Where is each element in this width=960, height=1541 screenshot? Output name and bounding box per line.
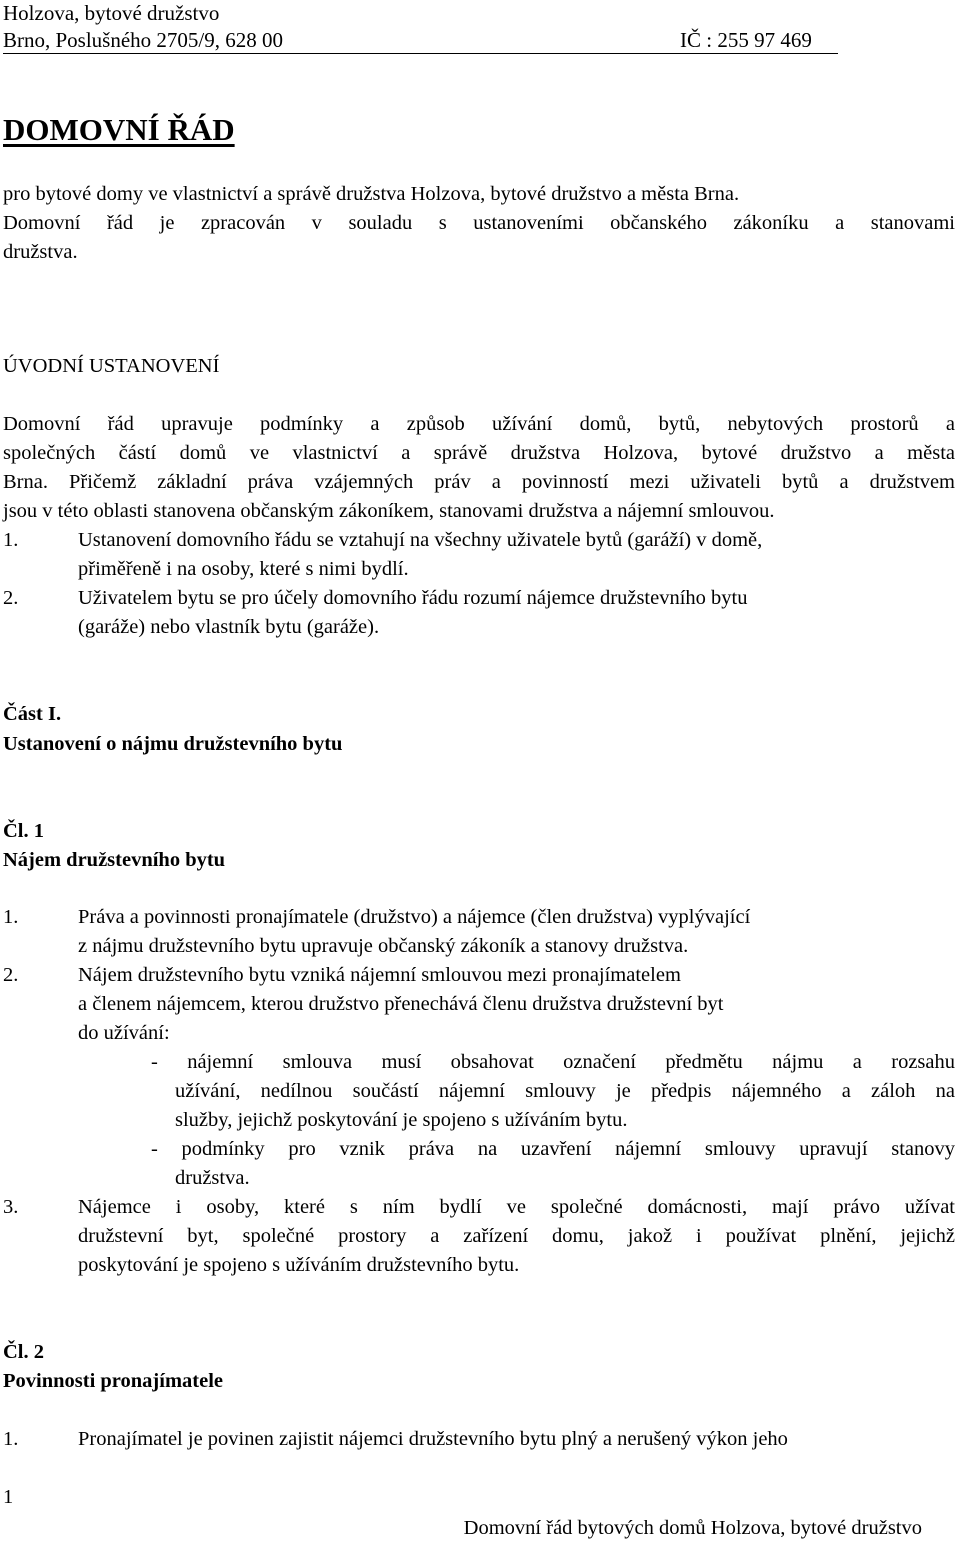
page-title: DOMOVNÍ ŘÁD (3, 112, 235, 147)
article-1-item-1-number: 1. (3, 906, 19, 928)
article-1-dash-2-line: - podmínky pro vznik práva na uzavření nájemní smlouvy upravují stanovy (151, 1138, 955, 1160)
intro-line-2: Domovní řád je zpracován v souladu s ustanoveními občanského zákoníku a stanovami (3, 212, 955, 234)
article-1-item-1-line: Práva a povinnosti pronajímatele (družstvo) a nájemce (člen družstva) vyplývající (78, 906, 751, 928)
article-1-item-1-line: z nájmu družstevního bytu upravuje občanský zákoník a stanovy družstva. (78, 935, 689, 957)
article-1-item-3-line: poskytování je spojeno s užíváním družstevního bytu. (78, 1254, 520, 1276)
uvod-paragraph-line: Brna. Přičemž základní práva vzájemných práv a povinností mezi uživateli bytů a družstvem (3, 471, 955, 493)
article-1-item-2-number: 2. (3, 964, 19, 986)
uvod-paragraph-line: Domovní řád upravuje podmínky a způsob užívání domů, bytů, nebytových prostorů a (3, 413, 955, 435)
intro-line-3: družstva. (3, 241, 78, 263)
article-1-label: Čl. 1 (3, 820, 44, 842)
article-1-item-3-number: 3. (3, 1196, 19, 1218)
article-2-label: Čl. 2 (3, 1341, 44, 1363)
article-1-item-3-line: Nájemce i osoby, které s ním bydlí ve společné domácnosti, mají právo užívat (78, 1196, 955, 1218)
uvod-item-1-number: 1. (3, 529, 19, 551)
article-2-item-1-number: 1. (3, 1428, 19, 1450)
article-1-dash-2-line: družstva. (175, 1167, 250, 1189)
org-address: Brno, Poslušného 2705/9, 628 00 (3, 28, 284, 52)
uvod-item-1-line: Ustanovení domovního řádu se vztahují na všechny uživatele bytů (garáží) v domě, (78, 529, 763, 551)
article-1-item-3-line: družstevní byt, společné prostory a zařízení domu, jakož i používat plnění, jejichž (78, 1225, 955, 1247)
uvod-item-2-line: Uživatelem bytu se pro účely domovního řádu rozumí nájemce družstevního bytu (78, 587, 748, 609)
uvod-item-2-number: 2. (3, 587, 19, 609)
uvod-item-1-line: přiměřeně i na osoby, které s nimi bydlí. (78, 558, 409, 580)
article-1-dash-1-line: služby, jejichž poskytování je spojeno s užíváním bytu. (175, 1109, 628, 1131)
header-underline (3, 53, 838, 54)
org-name: Holzova, bytové družstvo (3, 1, 220, 25)
page-number: 1 (3, 1486, 14, 1508)
article-2-item-1-line: Pronajímatel je povinen zajistit nájemci družstevního bytu plný a nerušený výkon jeho (78, 1428, 788, 1450)
part-1-label: Část I. (3, 703, 62, 725)
intro-line-1: pro bytové domy ve vlastnictví a správě družstva Holzova, bytové družstvo a města Brna. (3, 183, 740, 205)
uvod-item-2-line: (garáže) nebo vlastník bytu (garáže). (78, 616, 380, 638)
article-1-dash-1-line: užívání, nedílnou součástí nájemní smlouvy je předpis nájemného a záloh na (175, 1080, 955, 1102)
footer-text: Domovní řád bytových domů Holzova, bytové družstvo (463, 1517, 922, 1539)
uvod-paragraph-line: společných částí domů ve vlastnictví a správě družstva Holzova, bytové družstvo a města (3, 442, 955, 464)
article-1-item-2-line: Nájem družstevního bytu vzniká nájemní smlouvou mezi pronajímatelem (78, 964, 681, 986)
article-1-item-2-line: do užívání: (78, 1022, 170, 1044)
article-2-title: Povinnosti pronajímatele (3, 1370, 223, 1392)
article-1-dash-1-line: - nájemní smlouva musí obsahovat označení předmětu nájmu a rozsahu (151, 1051, 955, 1073)
org-ic: IČ : 255 97 469 (680, 28, 812, 52)
article-1-title: Nájem družstevního bytu (3, 849, 226, 871)
part-1-title: Ustanovení o nájmu družstevního bytu (3, 733, 343, 755)
uvod-heading: ÚVODNÍ USTANOVENÍ (3, 355, 220, 377)
uvod-paragraph-line: jsou v této oblasti stanovena občanským zákoníkem, stanovami družstva a nájemní smlouvou. (3, 500, 775, 522)
article-1-item-2-line: a členem nájemcem, kterou družstvo přenechává členu družstva družstevní byt (78, 993, 724, 1015)
